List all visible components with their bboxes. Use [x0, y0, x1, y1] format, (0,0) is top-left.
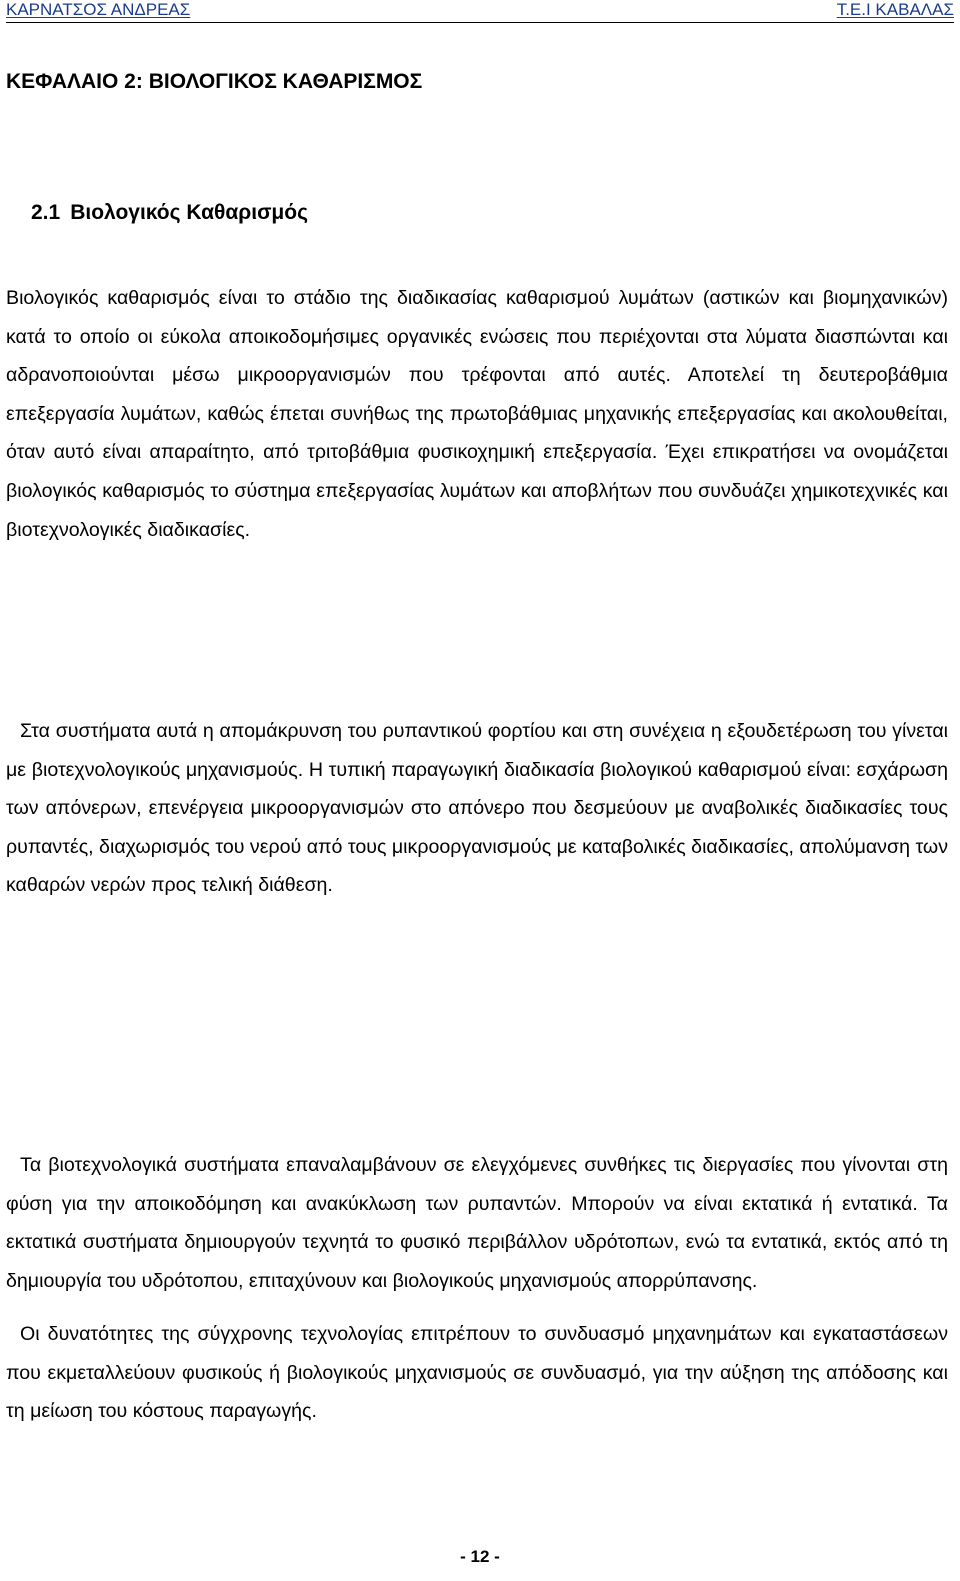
page-number: - 12 - — [460, 1547, 500, 1566]
paragraph-1: Βιολογικός καθαρισμός είναι το στάδιο της διαδικασίας καθαρισμού λυμάτων (αστικών και βιομηχανικών) κατά το οποίο οι εύκολα αποικοδομήσιμες οργανικές ενώσεις που περιέχονται στα λύματα διασπώνται και αδρανοποιούνται μέσω μικροοργανισμών που τρέφονται από αυτές. Αποτελεί τη δευτεροβάθμια επεξεργασία λυμάτων, καθώς έπεται συνήθως της πρωτοβάθμιας μηχανικής επεξεργασίας και ακολουθείται, όταν αυτό είναι απαραίτητο, από τριτοβάθμια φυσικοχημική επεξεργασία. Έχει επικρατήσει να ονομάζεται βιολογικός καθαρισμός το σύστημα επεξεργασίας λυμάτων και αποβλήτων που συνδυάζει χημικοτεχνικές και βιοτεχνολογικές διαδικασίες. — [6, 287, 948, 541]
section-title: Βιολογικός Καθαρισμός — [70, 201, 309, 224]
paragraph-2: Στα συστήματα αυτά η απομάκρυνση του ρυπαντικού φορτίου και στη συνέχεια η εξουδετέρωση του γίνεται με βιοτεχνολογικούς μηχανισμούς. Η τυπική παραγωγική διαδικασία βιολογικού καθαρισμού είναι: εσχάρωση των απόνερων, επενέργεια μικροοργανισμών στο απόνερο που δεσμεύουν με αναβολικές διαδικασίες τους ρυπαντές, διαχωρισμός του νερού από τους μικροοργανισμούς με καταβολικές διαδικασίες, απολύμανση των καθαρών νερών προς τελική διάθεση. — [6, 720, 948, 897]
paragraph-3: Τα βιοτεχνολογικά συστήματα επαναλαμβάνουν σε ελεγχόμενες συνθήκες τις διεργασίες που γίνονται στη φύση για την αποικοδόμηση και ανακύκλωση των ρυπαντών. Μπορούν να είναι εκτατικά ή εντατικά. Τα εκτατικά συστήματα δημιουργούν τεχνητά το φυσικό περιβάλλον υδρότοπων, ενώ τα εντατικά, εκτός από τη δημιουργία του υδρότοπου, επιταχύνουν και βιολογικούς μηχανισμούς απορρύπανσης. — [6, 1154, 948, 1292]
section-number: 2.1 — [31, 201, 61, 224]
chapter-title: ΚΕΦΑΛΑΙΟ 2: ΒΙΟΛΟΓΙΚΟΣ ΚΑΘΑΡΙΣΜΟΣ — [6, 70, 423, 93]
header-author: ΚΑΡΝΑΤΣΟΣ ΑΝΔΡΕΑΣ — [6, 0, 191, 19]
section-heading — [31, 199, 308, 227]
header-institution: Τ.Ε.Ι ΚΑΒΑΛΑΣ — [836, 0, 954, 19]
page-header — [6, 0, 954, 23]
paragraph-4: Οι δυνατότητες της σύγχρονης τεχνολογίας επιτρέπουν το συνδυασμό μηχανημάτων και εγκαταστάσεων που εκμεταλλεύουν φυσικούς ή βιολογικούς μηχανισμούς σε συνδυασμό, για την αύξηση της απόδοσης και τη μείωση του κόστους παραγωγής. — [6, 1323, 948, 1423]
